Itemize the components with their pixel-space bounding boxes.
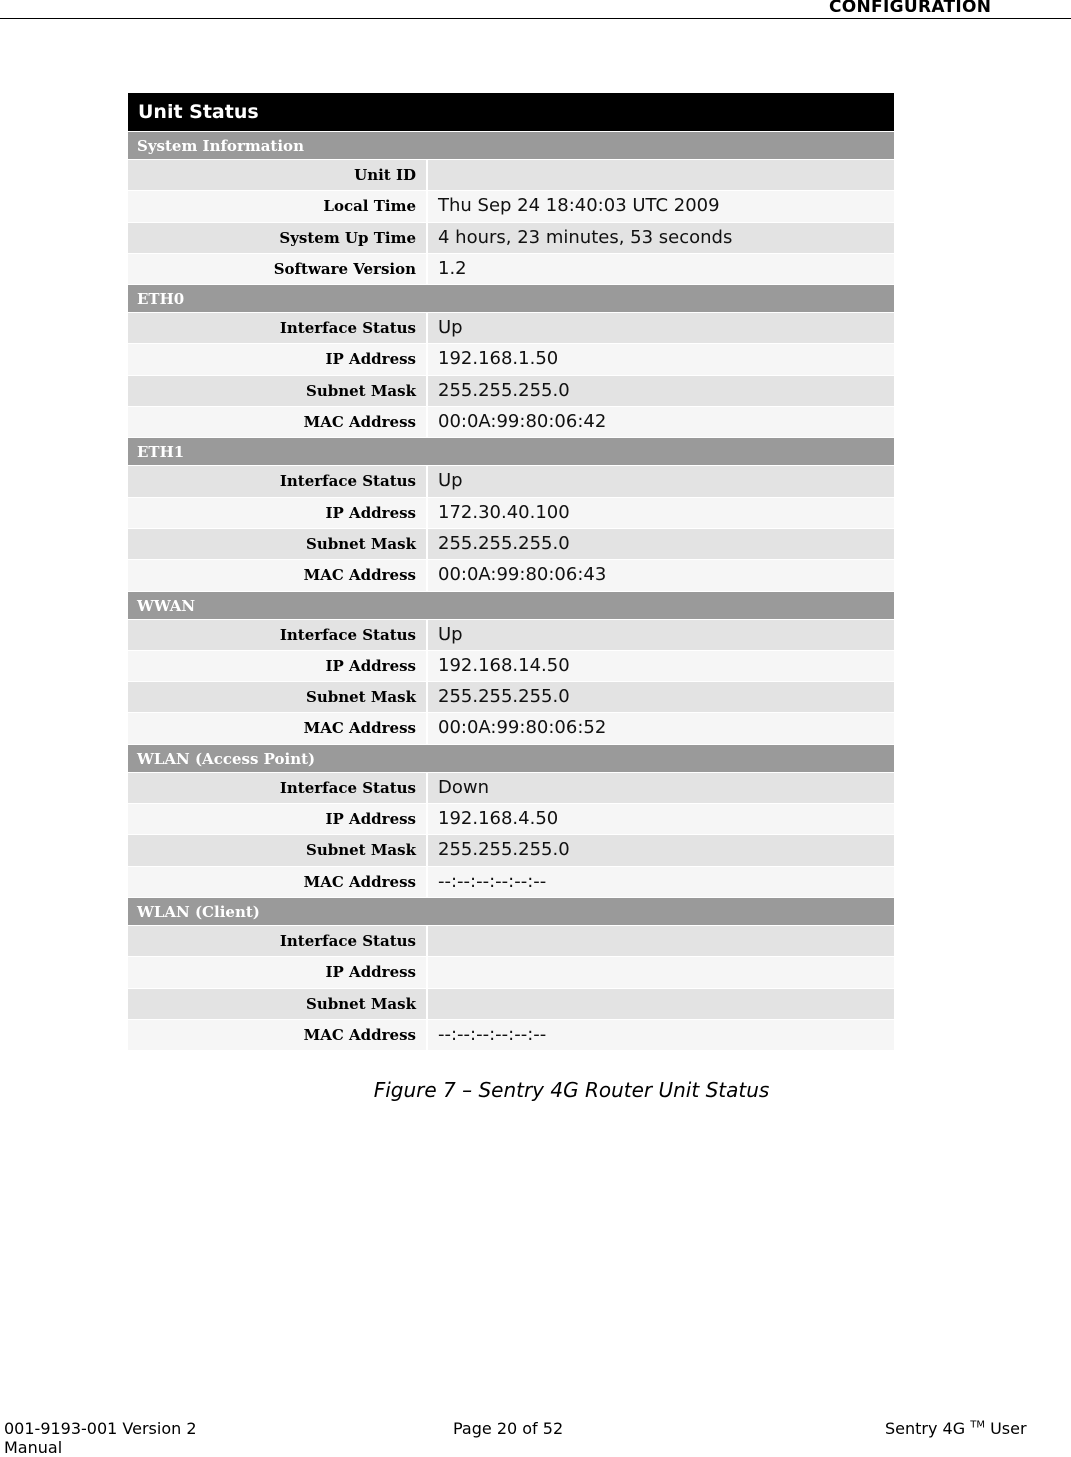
status-row — [128, 956, 894, 987]
row-label: Interface Status — [128, 620, 428, 650]
header-title: CONFIGURATION — [829, 0, 992, 17]
row-value: 255.255.255.0 — [438, 379, 570, 401]
row-label: MAC Address — [128, 713, 428, 743]
status-row — [128, 406, 894, 437]
status-row — [128, 312, 894, 343]
row-value: 192.168.14.50 — [438, 654, 570, 676]
footer-manual: Manual — [4, 1438, 63, 1457]
row-label: Interface Status — [128, 926, 428, 956]
row-label: IP Address — [128, 651, 428, 681]
status-row — [128, 712, 894, 743]
status-row — [128, 222, 894, 253]
row-label: IP Address — [128, 804, 428, 834]
section-header: WLAN (Client) — [128, 897, 894, 925]
row-value: --:--:--:--:--:-- — [438, 870, 547, 892]
status-row — [128, 866, 894, 897]
row-value: 255.255.255.0 — [438, 839, 570, 861]
row-label: MAC Address — [128, 1020, 428, 1050]
footer-trademark: TM — [970, 1419, 985, 1431]
status-row — [128, 650, 894, 681]
row-label: MAC Address — [128, 560, 428, 590]
row-label: Subnet Mask — [128, 989, 428, 1019]
row-value: 172.30.40.100 — [438, 501, 570, 523]
row-value — [428, 926, 894, 956]
row-value: 4 hours, 23 minutes, 53 seconds — [438, 226, 733, 248]
row-value: --:--:--:--:--:-- — [438, 1023, 547, 1045]
row-value: 00:0A:99:80:06:42 — [438, 411, 607, 433]
status-row — [128, 190, 894, 221]
row-label: MAC Address — [128, 407, 428, 437]
status-row — [128, 375, 894, 406]
section-header: WLAN (Access Point) — [128, 744, 894, 772]
status-row — [128, 681, 894, 712]
row-value: Thu Sep 24 18:40:03 UTC 2009 — [438, 195, 720, 217]
row-label: MAC Address — [128, 867, 428, 897]
row-value — [428, 160, 894, 190]
status-row — [128, 619, 894, 650]
status-row — [128, 803, 894, 834]
row-label: IP Address — [128, 498, 428, 528]
row-label: IP Address — [128, 957, 428, 987]
status-sections — [128, 131, 894, 1050]
section-header: WWAN — [128, 591, 894, 619]
footer-product-name: Sentry 4G — [885, 1419, 966, 1438]
row-label: Interface Status — [128, 313, 428, 343]
status-row — [128, 925, 894, 956]
section-header: ETH1 — [128, 437, 894, 465]
status-row — [128, 559, 894, 590]
row-label: System Up Time — [128, 223, 428, 253]
row-label: Subnet Mask — [128, 835, 428, 865]
row-label: IP Address — [128, 344, 428, 374]
row-value: 255.255.255.0 — [438, 686, 570, 708]
panel-title: Unit Status — [128, 93, 894, 131]
row-value: 255.255.255.0 — [438, 532, 570, 554]
unit-status-panel — [128, 93, 894, 1050]
row-value: 192.168.1.50 — [438, 348, 559, 370]
row-label: Subnet Mask — [128, 682, 428, 712]
row-label: Software Version — [128, 254, 428, 284]
header-rule — [0, 18, 1071, 19]
status-row — [128, 1019, 894, 1050]
row-value: Up — [438, 470, 463, 492]
status-row — [128, 772, 894, 803]
status-row — [128, 159, 894, 190]
status-row — [128, 528, 894, 559]
status-row — [128, 343, 894, 374]
status-row — [128, 988, 894, 1019]
row-label: Subnet Mask — [128, 529, 428, 559]
row-value: Up — [438, 623, 463, 645]
row-label: Local Time — [128, 191, 428, 221]
status-row — [128, 497, 894, 528]
row-label: Interface Status — [128, 773, 428, 803]
section-header: System Information — [128, 131, 894, 159]
row-value: Up — [438, 317, 463, 339]
row-label: Unit ID — [128, 160, 428, 190]
figure-caption: Figure 7 – Sentry 4G Router Unit Status — [373, 1078, 770, 1102]
row-value: 00:0A:99:80:06:43 — [438, 564, 607, 586]
row-label: Subnet Mask — [128, 376, 428, 406]
status-row — [128, 465, 894, 496]
row-value: 1.2 — [438, 257, 467, 279]
section-header: ETH0 — [128, 284, 894, 312]
row-label: Interface Status — [128, 466, 428, 496]
row-value — [428, 989, 894, 1019]
row-value: 00:0A:99:80:06:52 — [438, 717, 607, 739]
footer-product — [885, 1419, 1027, 1438]
row-value: 192.168.4.50 — [438, 808, 559, 830]
footer-doc-id: 001-9193-001 Version 2 — [4, 1419, 197, 1438]
row-value: Down — [438, 776, 490, 798]
footer-product-suffix: User — [990, 1419, 1027, 1438]
row-value — [428, 957, 894, 987]
status-row — [128, 253, 894, 284]
status-row — [128, 834, 894, 865]
footer-page-number: Page 20 of 52 — [453, 1419, 564, 1438]
